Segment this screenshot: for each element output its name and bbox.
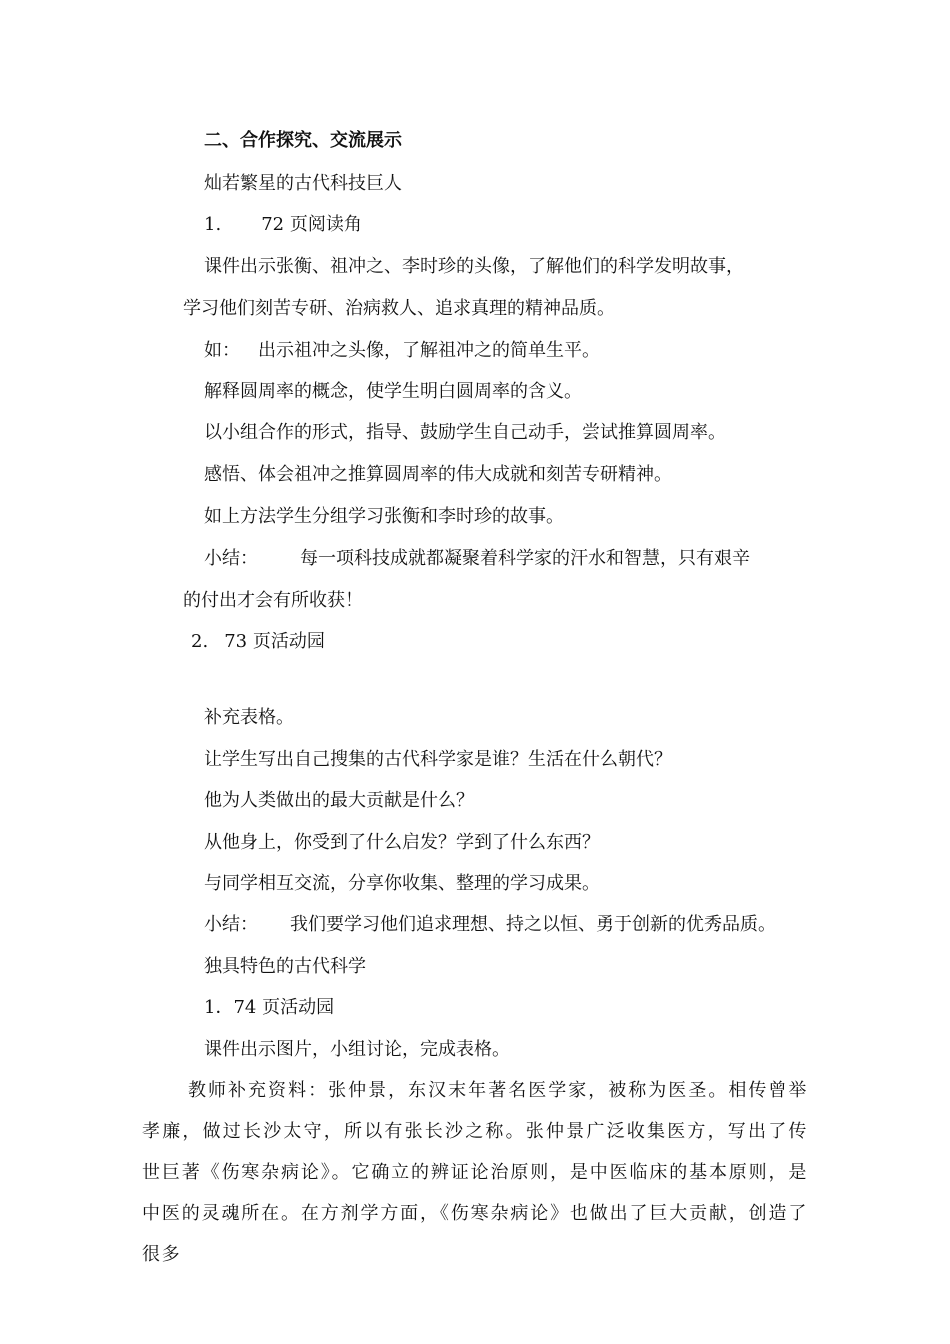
- subtitle-ancient-giants: 灿若繁星的古代科技巨人: [204, 173, 402, 194]
- item-1-text: 72 页阅读角: [261, 214, 362, 235]
- feel-line: 感悟、体会祖冲之推算圆周率的伟大成就和刻苦专研精神。: [204, 464, 672, 485]
- fill-table-line: 补充表格。: [204, 707, 294, 728]
- example-line: [204, 339, 600, 363]
- item-3-heading: 1．74 页活动园: [204, 997, 335, 1018]
- paragraph-1-line-2: 学习他们刻苦专研、治病救人、追求真理的精神品质。: [183, 298, 615, 319]
- summary-2-label: 小结：: [204, 914, 258, 935]
- subtitle-ancient-science: 独具特色的古代科学: [204, 956, 366, 977]
- summary-2-text: 我们要学习他们追求理想、持之以恒、勇于创新的优秀品质。: [290, 914, 776, 935]
- item-1-number: 1.: [204, 214, 222, 235]
- item-2-heading: [191, 630, 325, 654]
- item-2-number: 2.: [191, 631, 209, 652]
- summary-1-line-2: 的付出才会有所收获！: [183, 590, 363, 611]
- share-line: 与同学相互交流，分享你收集、整理的学习成果。: [204, 873, 600, 894]
- explain-pi-line: 解释圆周率的概念，使学生明白圆周率的含义。: [204, 381, 582, 402]
- summary-1-label: 小结：: [204, 548, 258, 569]
- summary-2-line: [204, 913, 776, 937]
- item-1-heading: [204, 213, 362, 237]
- summary-1-line-1: [204, 547, 750, 571]
- method-line: 如上方法学生分组学习张衡和李时珍的故事。: [204, 506, 564, 527]
- teacher-supplement-paragraph: 教师补充资料：张仲景，东汉末年著名医学家，被称为医圣。相传曾举孝廉，做过长沙太守，所以有张长沙之称。张仲景广泛收集医方，写出了传世巨著《伤寒杂病论》。它确立的辨证论治原则，是中医临床的基本原则，是中医的灵魂所在。在方剂学方面，《伤寒杂病论》也做出了巨大贡献，创造了很多: [142, 1080, 808, 1265]
- example-label: 如：: [204, 340, 240, 361]
- courseware-line: 课件出示图片，小组讨论，完成表格。: [204, 1039, 510, 1060]
- question-1-line: 让学生写出自己搜集的古代科学家是谁？生活在什么朝代？: [204, 749, 672, 770]
- paragraph-1-line-1: 课件出示张衡、祖冲之、李时珍的头像，了解他们的科学发明故事，: [204, 256, 744, 277]
- section-title: 二、合作探究、交流展示: [204, 130, 402, 151]
- question-3-line: 从他身上，你受到了什么启发？学到了什么东西？: [204, 832, 600, 853]
- example-text: 出示祖冲之头像，了解祖冲之的简单生平。: [258, 340, 600, 361]
- group-work-line: 以小组合作的形式，指导、鼓励学生自己动手，尝试推算圆周率。: [204, 422, 726, 443]
- item-2-text: 73 页活动园: [224, 631, 325, 652]
- question-2-line: 他为人类做出的最大贡献是什么？: [204, 790, 474, 811]
- summary-1-text: 每一项科技成就都凝聚着科学家的汗水和智慧，只有艰辛: [300, 548, 750, 569]
